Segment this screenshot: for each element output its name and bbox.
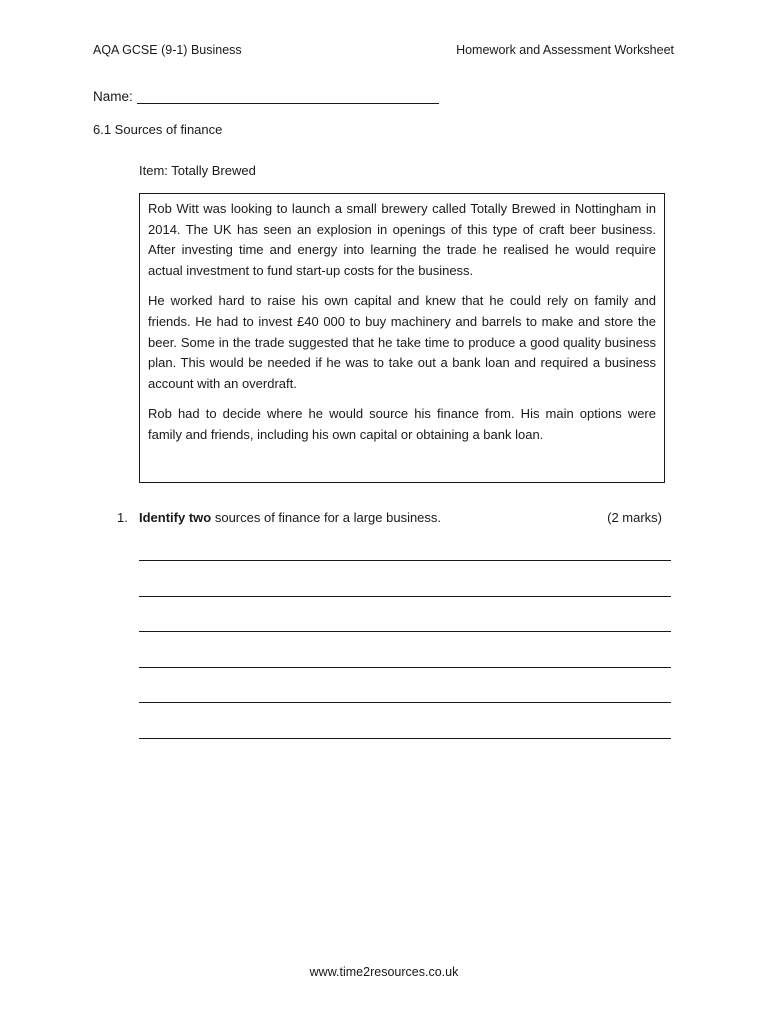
question-text-emphasis: two (188, 510, 212, 525)
answer-line[interactable] (139, 667, 671, 668)
name-row (93, 89, 439, 104)
answer-line[interactable] (139, 702, 671, 703)
question-text-start: Identify (139, 510, 189, 525)
header-course-title: AQA GCSE (9-1) Business (93, 43, 242, 57)
name-label: Name: (93, 89, 133, 104)
header-worksheet-title: Homework and Assessment Worksheet (456, 43, 674, 57)
case-study-paragraph-2: He worked hard to raise his own capital and knew that he could rely on family and friends. He had to invest £40 000 to buy machinery and barrels to make and store the beer. Some in the trade suggested that he take time to produce a good quality business plan. This would be needed if he was to take out a bank loan and required a business account with an overdraft. (148, 293, 656, 391)
question-marks: (2 marks) (607, 510, 662, 525)
question-number: 1. (117, 510, 128, 525)
answer-line[interactable] (139, 560, 671, 561)
answer-line[interactable] (139, 596, 671, 597)
footer-website: www.time2resources.co.uk (309, 965, 459, 979)
answer-line[interactable] (139, 631, 671, 632)
answer-line[interactable] (139, 738, 671, 739)
question-text-end: sources of finance for a large business. (211, 510, 442, 525)
case-study-box (139, 193, 665, 483)
section-title: 6.1 Sources of finance (93, 122, 223, 137)
name-answer-line[interactable] (137, 89, 439, 104)
case-study-paragraph-3: Rob had to decide where he would source his finance from. His main options were family and friends, including his own capital or obtaining a bank loan. (148, 406, 656, 442)
case-study-paragraph-1: Rob Witt was looking to launch a small brewery called Totally Brewed in Nottingham in 2014. The UK has seen an explosion in openings of this type of craft beer business. After investing time and energy into learning the trade he realised he would require actual investment to fund start-up costs for the business. (148, 201, 656, 278)
item-title: Item: Totally Brewed (139, 163, 256, 178)
question-text (139, 510, 441, 525)
